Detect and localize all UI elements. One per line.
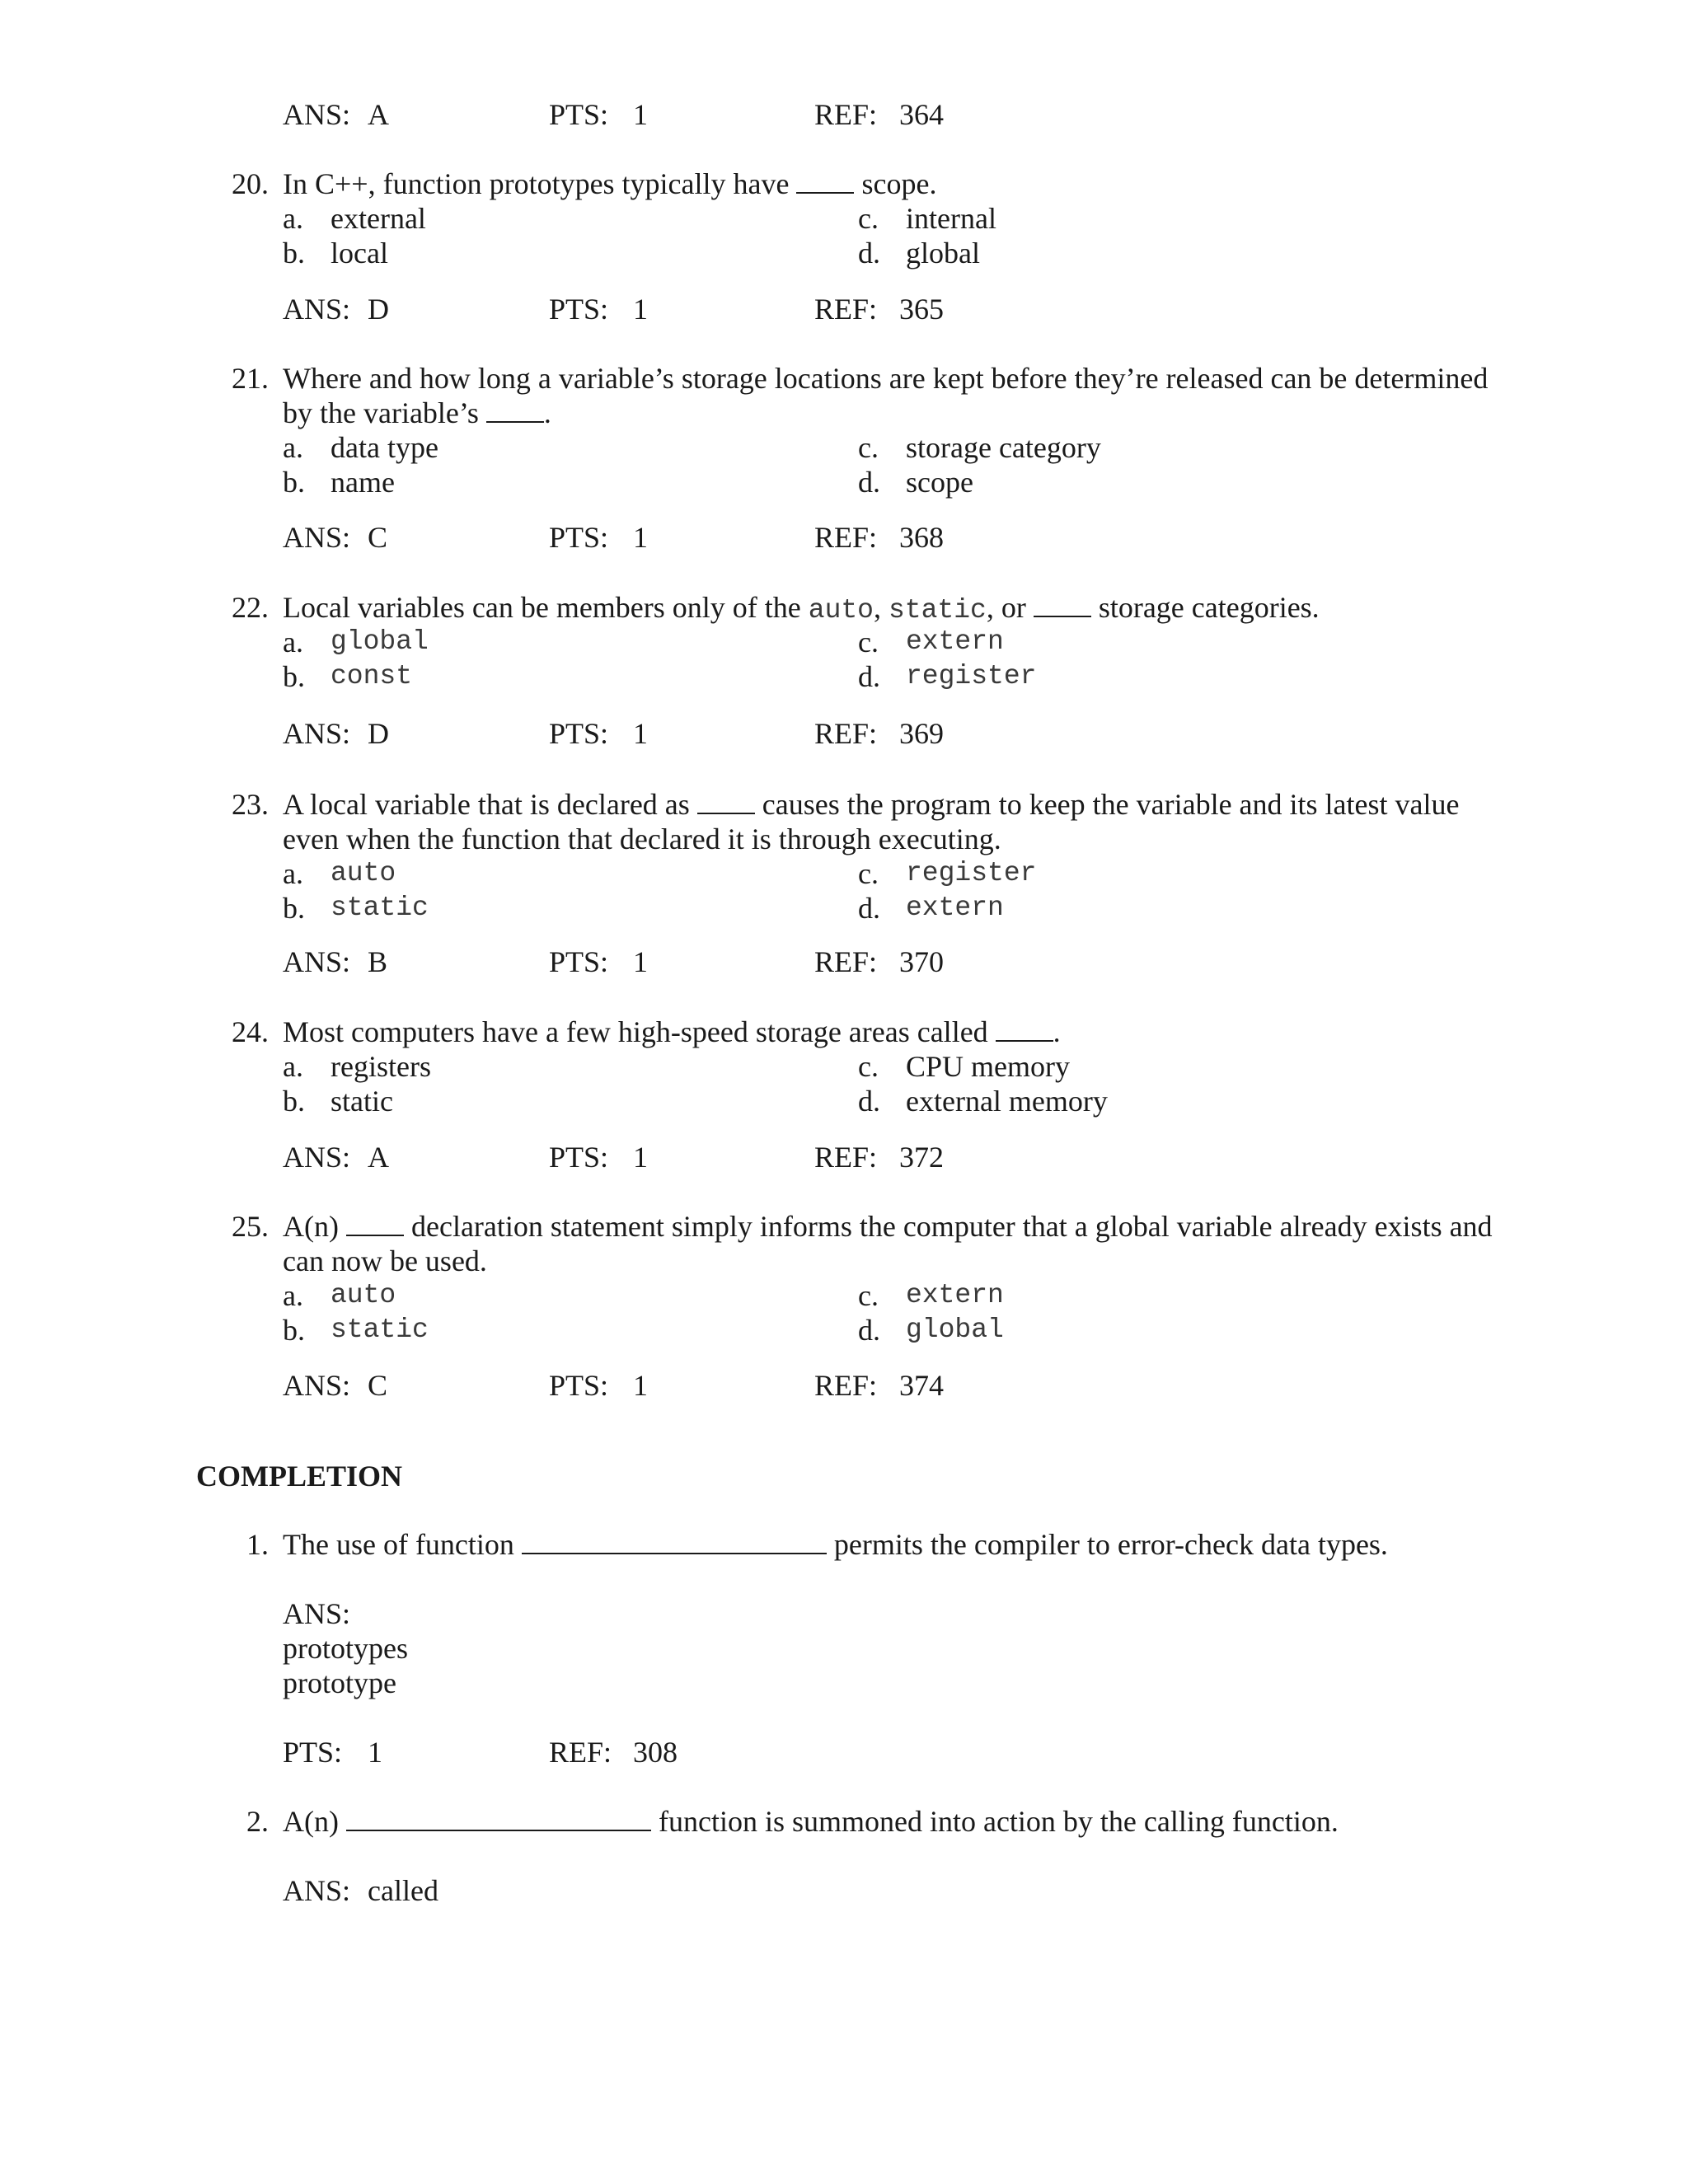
ans-value: prototype xyxy=(283,1666,396,1699)
option-letter: b. xyxy=(283,1314,305,1347)
option-letter: a. xyxy=(283,202,303,235)
ans-value: A xyxy=(368,1141,389,1174)
answer-blank xyxy=(796,171,854,194)
option-text: data type xyxy=(331,431,438,464)
option-text: external xyxy=(331,202,426,235)
question-text: In C++, function prototypes typically have scope. xyxy=(283,167,937,200)
option-text: register xyxy=(906,661,1037,691)
option-letter: c. xyxy=(858,626,879,658)
pts-label: PTS: xyxy=(549,1369,609,1402)
ans-value: D xyxy=(368,717,389,750)
pts-value: 1 xyxy=(633,98,648,131)
pts-value: 1 xyxy=(368,1736,382,1769)
question-number: 24. xyxy=(232,1015,269,1048)
question-number: 25. xyxy=(232,1210,269,1243)
ans-label: ANS: xyxy=(283,1369,351,1402)
option-letter: c. xyxy=(858,1279,879,1312)
question-number: 1. xyxy=(246,1528,269,1561)
ref-label: REF: xyxy=(814,1369,878,1402)
option-text: global xyxy=(331,626,429,657)
ref-label: REF: xyxy=(549,1736,612,1769)
pts-label: PTS: xyxy=(549,293,609,326)
option-letter: b. xyxy=(283,237,305,269)
option-text: name xyxy=(331,466,395,499)
question-number: 21. xyxy=(232,362,269,395)
pts-label: PTS: xyxy=(549,945,609,978)
option-text: local xyxy=(331,237,388,269)
ref-label: REF: xyxy=(814,1141,878,1174)
ref-value: 364 xyxy=(899,98,944,131)
question-text: Most computers have a few high-speed storage areas called . xyxy=(283,1015,1061,1048)
option-letter: a. xyxy=(283,1279,303,1312)
question-text: A local variable that is declared as causes the program to keep the variable and its latest value even when the function that declared it is through executing. xyxy=(283,788,1460,855)
option-letter: d. xyxy=(858,1314,880,1347)
code-term: static xyxy=(888,595,987,626)
option-text: auto xyxy=(331,858,396,888)
option-letter: b. xyxy=(283,660,305,693)
option-letter: c. xyxy=(858,202,879,235)
option-text: register xyxy=(906,858,1037,888)
option-letter: a. xyxy=(283,626,303,658)
ans-label: ANS: xyxy=(283,717,351,750)
option-letter: b. xyxy=(283,892,305,925)
ans-label: ANS: xyxy=(283,98,351,131)
question-text: Where and how long a variable’s storage locations are kept before they’re released can be determined by the variable’s . xyxy=(283,362,1489,429)
ans-value: A xyxy=(368,98,389,131)
answer-blank xyxy=(346,1213,404,1236)
ref-label: REF: xyxy=(814,717,878,750)
question-text: Local variables can be members only of the auto, static, or storage categories. xyxy=(283,591,1320,626)
option-letter: a. xyxy=(283,1050,303,1083)
option-letter: c. xyxy=(858,857,879,890)
ref-label: REF: xyxy=(814,98,878,131)
answer-blank xyxy=(697,791,755,814)
pts-value: 1 xyxy=(633,1141,648,1174)
question-number: 2. xyxy=(246,1805,269,1838)
ans-value: C xyxy=(368,1369,388,1402)
option-letter: c. xyxy=(858,1050,879,1083)
pts-label: PTS: xyxy=(283,1736,343,1769)
pts-value: 1 xyxy=(633,945,648,978)
option-text: static xyxy=(331,1085,393,1118)
ref-value: 372 xyxy=(899,1141,944,1174)
answer-blank xyxy=(996,1019,1053,1042)
question-text: A(n) function is summoned into action by the calling function. xyxy=(283,1805,1339,1838)
option-letter: d. xyxy=(858,466,880,499)
ans-label: ANS: xyxy=(283,1874,351,1907)
option-text: registers xyxy=(331,1050,431,1083)
pts-value: 1 xyxy=(633,717,648,750)
ans-value: C xyxy=(368,521,388,554)
ref-value: 368 xyxy=(899,521,944,554)
option-letter: d. xyxy=(858,237,880,269)
pts-value: 1 xyxy=(633,521,648,554)
option-text: internal xyxy=(906,202,996,235)
option-letter: d. xyxy=(858,1085,880,1118)
section-heading: COMPLETION xyxy=(196,1460,403,1493)
pts-label: PTS: xyxy=(549,521,609,554)
option-text: static xyxy=(331,1315,429,1345)
option-text: const xyxy=(331,661,413,691)
pts-value: 1 xyxy=(633,1369,648,1402)
option-text: extern xyxy=(906,626,1004,657)
ans-label: ANS: xyxy=(283,1141,351,1174)
option-text: auto xyxy=(331,1280,396,1310)
answer-blank xyxy=(486,400,544,423)
pts-label: PTS: xyxy=(549,717,609,750)
option-letter: a. xyxy=(283,431,303,464)
ans-label: ANS: xyxy=(283,521,351,554)
option-text: global xyxy=(906,237,980,269)
pts-label: PTS: xyxy=(549,98,609,131)
answer-blank xyxy=(346,1808,651,1831)
option-letter: d. xyxy=(858,660,880,693)
ref-label: REF: xyxy=(814,521,878,554)
ref-value: 374 xyxy=(899,1369,944,1402)
option-letter: c. xyxy=(858,431,879,464)
ref-value: 365 xyxy=(899,293,944,326)
ans-value: called xyxy=(368,1874,438,1907)
option-text: CPU memory xyxy=(906,1050,1071,1083)
ans-value: B xyxy=(368,945,388,978)
ans-label: ANS: xyxy=(283,1597,351,1630)
ans-value: prototypes xyxy=(283,1632,408,1665)
option-text: extern xyxy=(906,1280,1004,1310)
question-number: 22. xyxy=(232,591,269,624)
option-text: external memory xyxy=(906,1085,1108,1118)
pts-value: 1 xyxy=(633,293,648,326)
option-text: scope xyxy=(906,466,973,499)
ref-value: 369 xyxy=(899,717,944,750)
option-letter: d. xyxy=(858,892,880,925)
question-number: 23. xyxy=(232,788,269,821)
answer-blank xyxy=(1034,594,1091,617)
answer-blank xyxy=(522,1531,827,1554)
option-text: global xyxy=(906,1315,1004,1345)
ans-value: D xyxy=(368,293,389,326)
option-letter: b. xyxy=(283,1085,305,1118)
option-letter: a. xyxy=(283,857,303,890)
ref-value: 308 xyxy=(633,1736,678,1769)
question-text: The use of function permits the compiler to error-check data types. xyxy=(283,1528,1388,1561)
question-text: A(n) declaration statement simply informs the computer that a global variable already exists and can now be used. xyxy=(283,1210,1493,1277)
code-term: auto xyxy=(808,595,874,626)
question-number: 20. xyxy=(232,167,269,200)
ans-label: ANS: xyxy=(283,293,351,326)
ans-label: ANS: xyxy=(283,945,351,978)
ref-label: REF: xyxy=(814,293,878,326)
ref-value: 370 xyxy=(899,945,944,978)
option-text: storage category xyxy=(906,431,1101,464)
pts-label: PTS: xyxy=(549,1141,609,1174)
option-letter: b. xyxy=(283,466,305,499)
option-text: static xyxy=(331,893,429,923)
option-text: extern xyxy=(906,893,1004,923)
ref-label: REF: xyxy=(814,945,878,978)
